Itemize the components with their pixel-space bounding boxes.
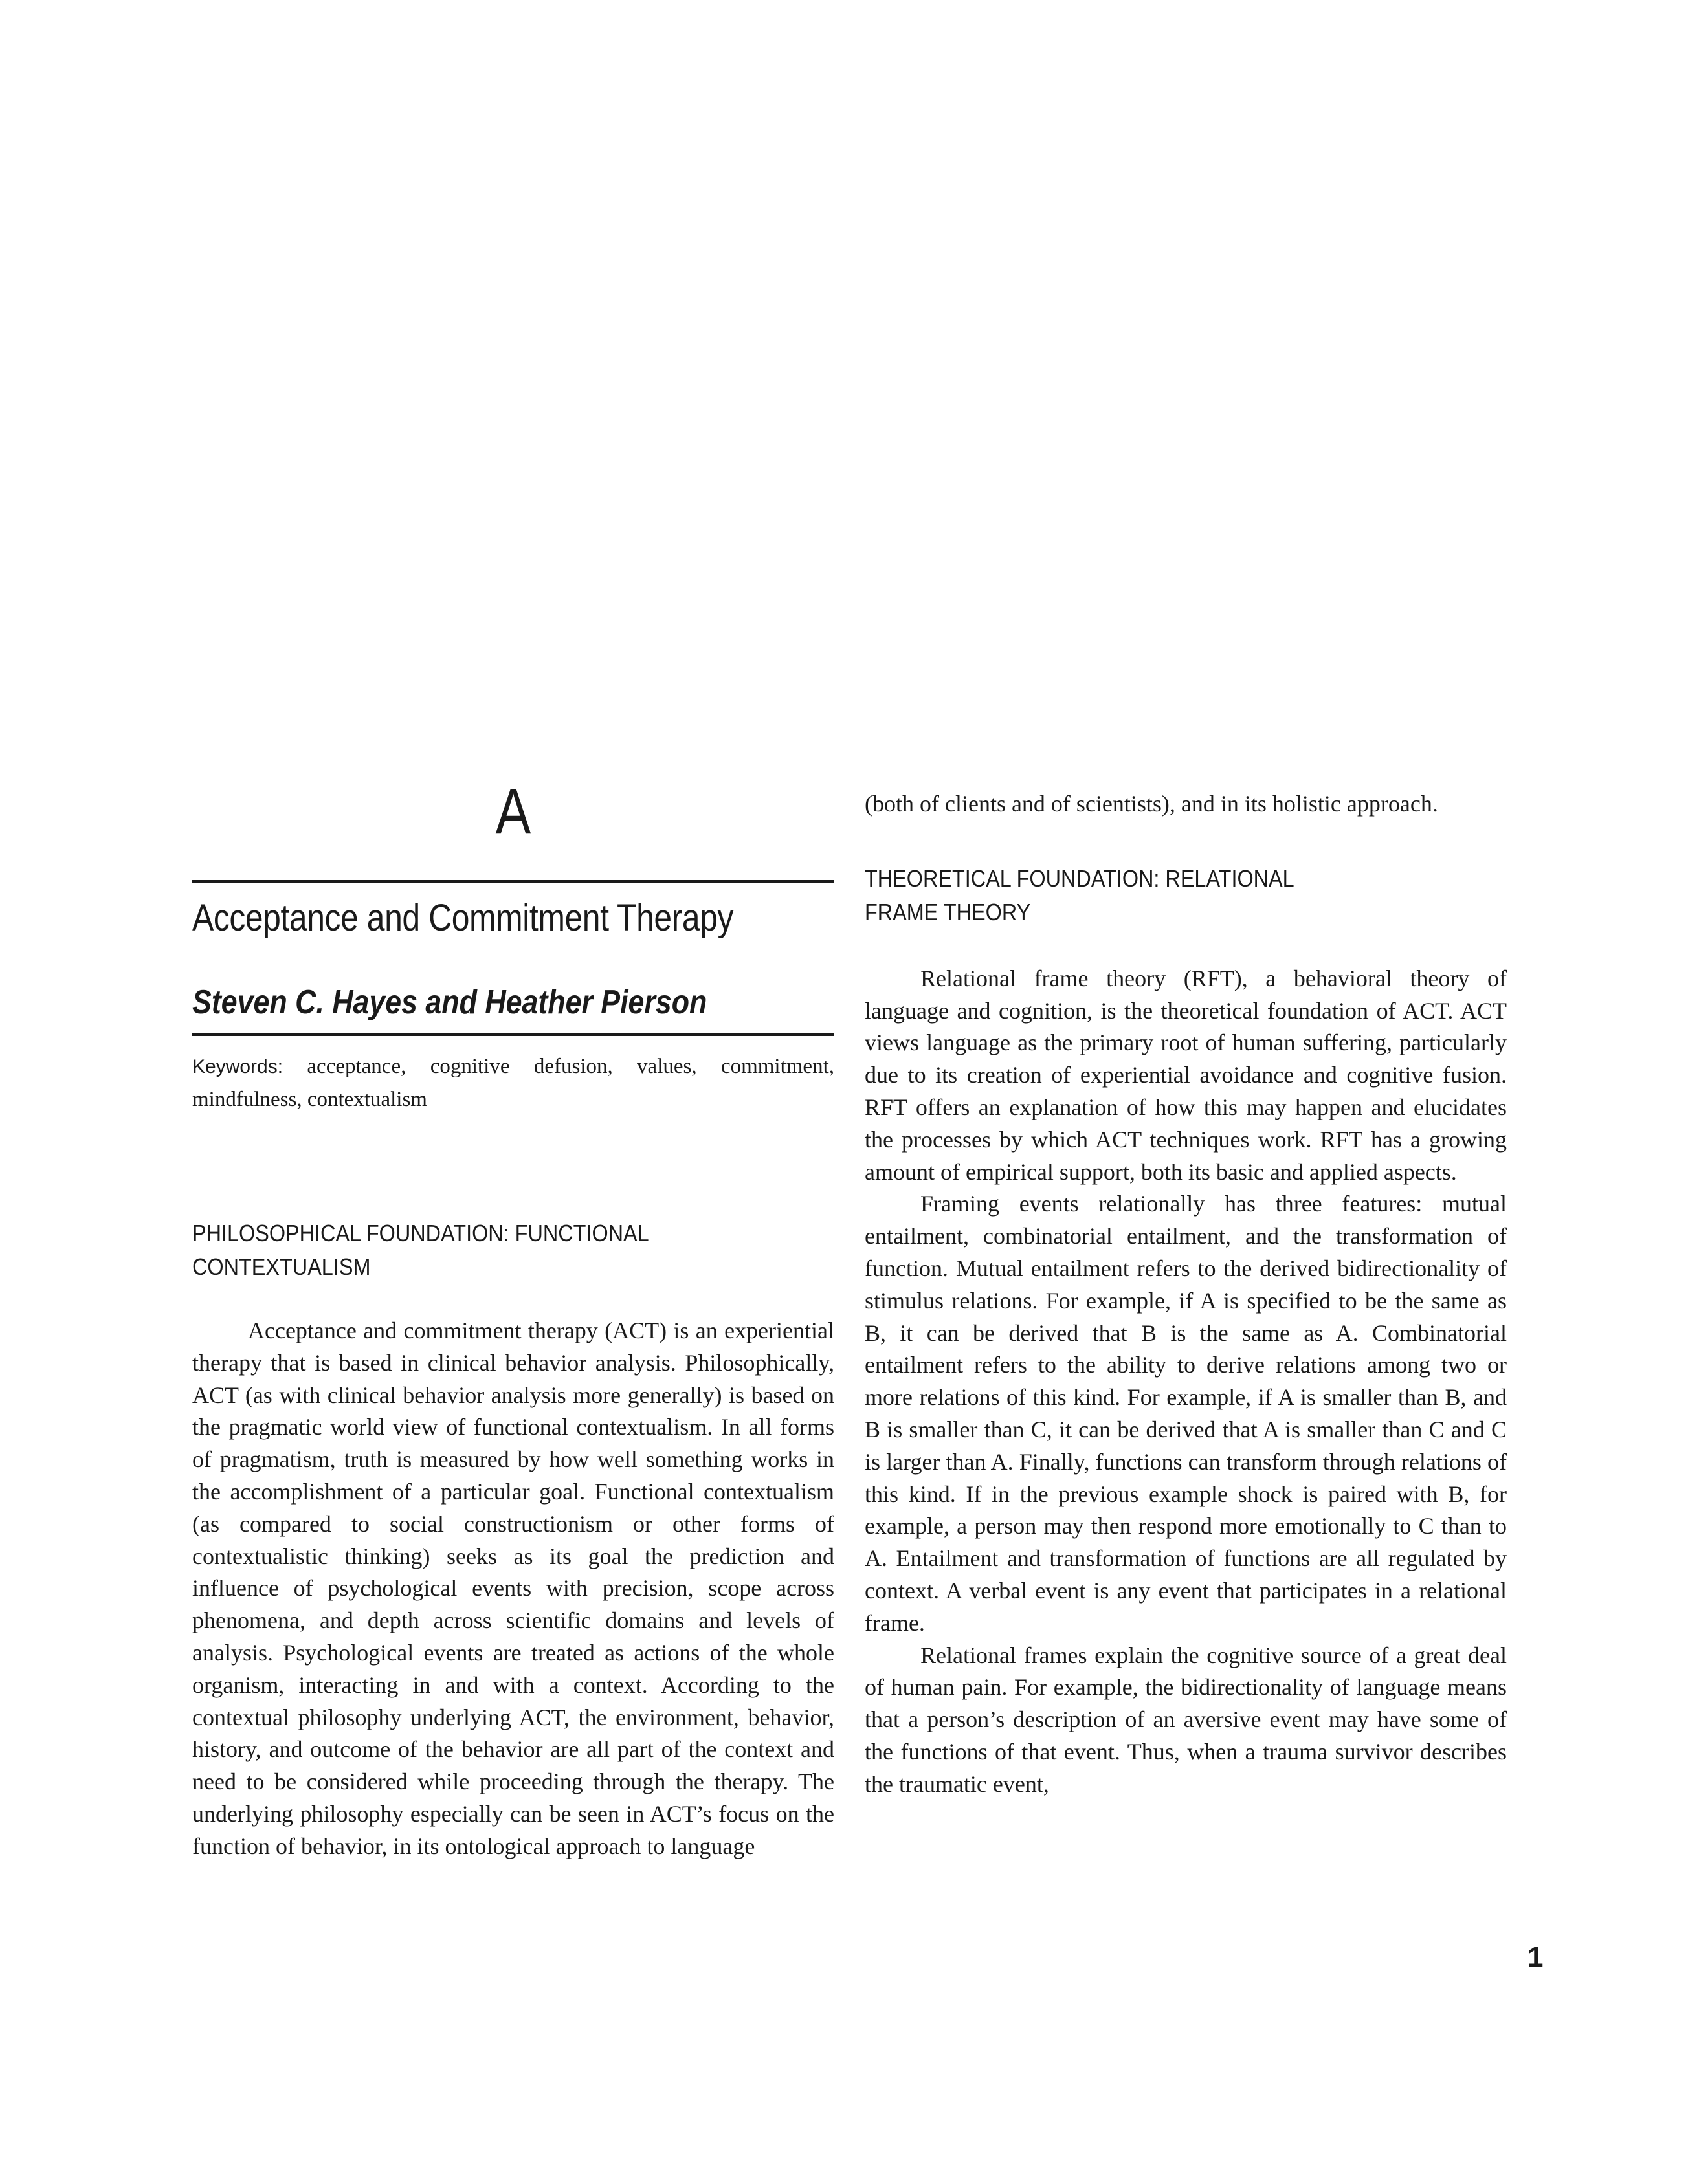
left-column (192, 777, 834, 1863)
section-heading-line: FRAME THEORY (865, 898, 1031, 925)
authors-rule (192, 1033, 834, 1036)
section-heading-line: THEORETICAL FOUNDATION: RELATIONAL (865, 865, 1294, 892)
section-body-philosophical (192, 1315, 834, 1863)
paragraph: Relational frame theory (RFT), a behavioral theory of language and cognition, is the theoretical foundation of ACT. ACT views language as the primary root of human suffering, particularly due to its creation of experiential avoidance and cognitive fusion. RFT offers an explanation of how this may happen and elucidates the processes by which ACT techniques work. RFT has a growing amount of empirical support, both its basic and applied aspects. (865, 965, 1507, 1185)
chapter-title: Acceptance and Commitment Therapy (192, 897, 734, 939)
section-heading-philosophical (192, 1217, 770, 1284)
right-column (865, 788, 1507, 1801)
paragraph: Framing events relationally has three features: mutual entailment, combinatorial entailment, and the transformation of function. Mutual entailment refers to the derived bidirectionality of stimulus relations. For example, if A is specified to be the same as B, it can be derived that B is the same as A. Combinatorial entailment refers to the ability to derive relations among two or more relations of this kind. For example, if A is smaller than B, and B is smaller than C, it can be derived that A is smaller than C and C is larger than A. Finally, functions can transform through relations of this kind. If in the previous example shock is paired with B, for example, a person may then respond more emotionally to C than to A. Entailment and transformation of functions are all regulated by context. A verbal event is any event that participates in a relational frame. (865, 1191, 1507, 1636)
keywords (192, 1050, 834, 1116)
title-top-rule (192, 880, 834, 883)
authors: Steven C. Hayes and Heather Pierson (192, 983, 707, 1021)
section-heading-line: CONTEXTUALISM (192, 1253, 371, 1280)
keywords-label: Keywords: (192, 1055, 283, 1077)
keywords-text: acceptance, cognitive defusion, values, commitment, mindfulness, contextualism (192, 1054, 834, 1111)
paragraph: Relational frames explain the cognitive source of a great deal of human pain. For example, the bidirectionality of language means that a person’s description of an aversive event may have some of the functions of that event. Thus, when a trauma survivor describes the traumatic event, (865, 1642, 1507, 1797)
page-number: 1 (1527, 1941, 1544, 1973)
paragraph-continuation: (both of clients and of scientists), and in its holistic approach. (865, 791, 1438, 817)
section-heading-theoretical (865, 862, 1443, 929)
continued-text (865, 788, 1507, 821)
chapter-letter: A (495, 775, 531, 848)
paragraph: Acceptance and commitment therapy (ACT) is an experiential therapy that is based in clinical behavior analysis. Philosophically, ACT (as with clinical behavior analysis more generally) is based on the pragmatic world view of functional contextualism. In all forms of pragmatism, truth is measured by how well something works in the accomplishment of a particular goal. Functional contextualism (as compared to social constructionism or other forms of contextualistic thinking) seeks as its goal the prediction and influence of psychological events with precision, scope across phenomena, and depth across scientific domains and levels of analysis. Psychological events are treated as actions of the whole organism, interacting in and with a context. According to the contextual philosophy underlying ACT, the environment, behavior, history, and outcome of the behavior are all part of the context and need to be considered while proceeding through the therapy. The underlying philosophy especially can be seen in ACT’s focus on the function of behavior, in its ontological approach to language (192, 1317, 834, 1859)
section-body-theoretical (865, 963, 1507, 1801)
section-heading-line: PHILOSOPHICAL FOUNDATION: FUNCTIONAL (192, 1219, 649, 1246)
